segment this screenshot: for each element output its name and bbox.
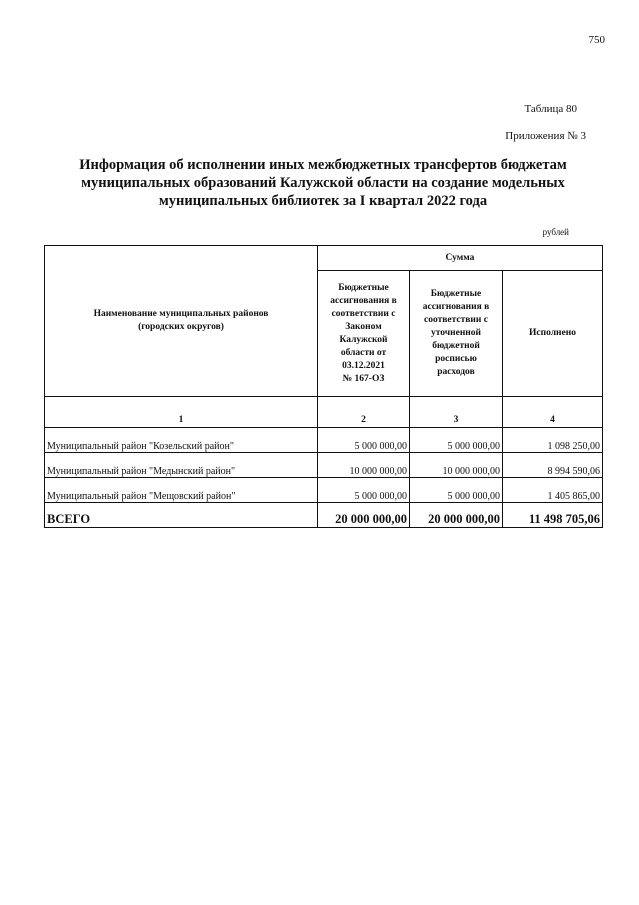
column-number: 3 xyxy=(410,397,503,428)
header-text-line: Законом xyxy=(345,321,382,332)
district-name: Муниципальный район "Мещовский район" xyxy=(45,478,318,503)
column-number: 1 xyxy=(45,397,318,428)
table-row xyxy=(45,478,603,503)
header-refined-allocations xyxy=(410,271,503,397)
header-text-line: уточненной xyxy=(430,328,481,338)
law-allocation-value: 5 000 000,00 xyxy=(318,428,410,453)
budget-table xyxy=(44,245,603,528)
header-text-line: бюджетной xyxy=(432,341,480,351)
district-name: Муниципальный район "Медынский район" xyxy=(45,453,318,478)
executed-value: 1 405 865,00 xyxy=(503,478,603,503)
document-title xyxy=(60,156,586,210)
header-text-line: Калужской xyxy=(339,334,388,345)
header-text-line: (городских округов) xyxy=(138,322,224,332)
executed-value: 8 994 590,06 xyxy=(503,453,603,478)
refined-allocation-value: 10 000 000,00 xyxy=(410,453,503,478)
appendix-label: Приложения № 3 xyxy=(505,130,586,142)
title-line: Информация об исполнении иных межбюджетных трансфертов бюджетам xyxy=(79,157,567,173)
executed-value: 1 098 250,00 xyxy=(503,428,603,453)
table-label: Таблица 80 xyxy=(524,103,577,115)
law-allocation-value: 5 000 000,00 xyxy=(318,478,410,503)
header-text-line: Бюджетные xyxy=(338,282,389,293)
total-row xyxy=(45,503,603,528)
units-label: рублей xyxy=(542,227,569,237)
header-text-line: росписью xyxy=(435,354,477,364)
refined-allocation-value: 5 000 000,00 xyxy=(410,478,503,503)
refined-allocation-value: 5 000 000,00 xyxy=(410,428,503,453)
column-number: 2 xyxy=(318,397,410,428)
law-allocation-value: 10 000 000,00 xyxy=(318,453,410,478)
total-executed: 11 498 705,06 xyxy=(503,503,603,528)
header-law-allocations xyxy=(318,271,410,397)
header-text-line: ассигнования в xyxy=(330,295,397,306)
title-line: муниципальных образований Калужской области на создание модельных xyxy=(81,175,565,191)
header-text-line: соответствии с xyxy=(424,315,488,325)
header-text-line: соответствии с xyxy=(331,308,396,319)
total-label: ВСЕГО xyxy=(45,503,318,528)
header-sum: Сумма xyxy=(318,246,603,271)
district-name: Муниципальный район "Козельский район" xyxy=(45,428,318,453)
header-text-line: расходов xyxy=(437,367,475,377)
title-line: муниципальных библиотек за I квартал 2022 года xyxy=(158,193,488,209)
header-text-line: Бюджетные xyxy=(430,289,482,299)
header-text-line: ассигнования в xyxy=(422,302,490,312)
header-text-line: области от xyxy=(340,347,387,358)
table-row xyxy=(45,453,603,478)
header-text-line: № 167-ОЗ xyxy=(342,373,385,384)
header-district-name xyxy=(45,246,318,397)
total-law-allocation: 20 000 000,00 xyxy=(318,503,410,528)
page-number: 750 xyxy=(588,34,605,46)
table-row xyxy=(45,428,603,453)
total-refined-allocation: 20 000 000,00 xyxy=(410,503,503,528)
header-text-line: Наименование муниципальных районов xyxy=(93,309,269,319)
header-executed: Исполнено xyxy=(503,271,603,397)
header-text-line: 03.12.2021 xyxy=(342,360,385,371)
column-number: 4 xyxy=(503,397,603,428)
